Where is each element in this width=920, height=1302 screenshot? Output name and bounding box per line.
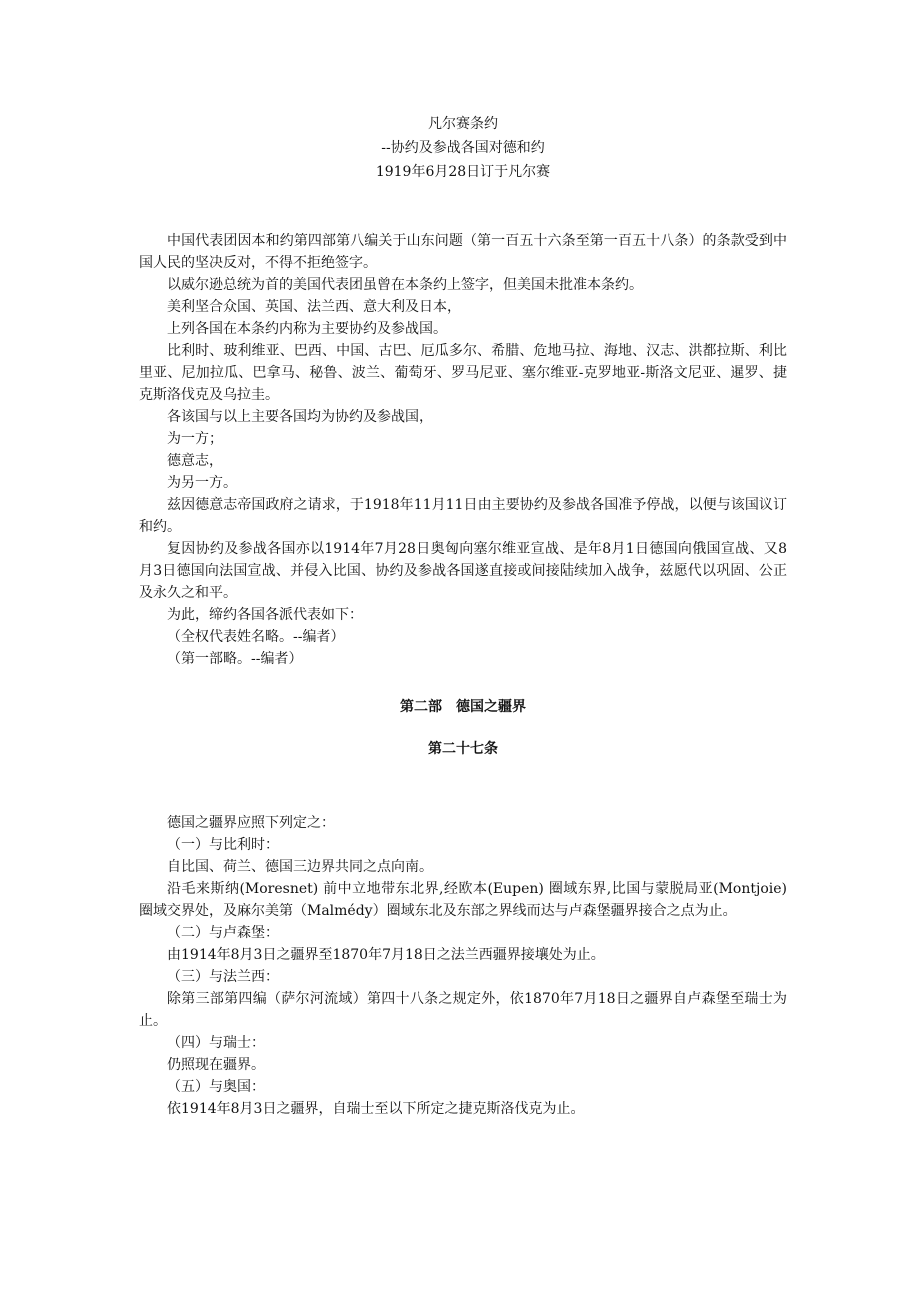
spacer — [139, 718, 787, 738]
article-paragraph: 德国之疆界应照下列定之： — [167, 815, 335, 831]
preamble-paragraph: （第一部略。--编者） — [167, 651, 303, 667]
preamble-paragraph: 兹因德意志帝国政府之请求，于1918年11月11日由主要协约及参战各国准予停战，以便与该国议订和约。 — [139, 497, 787, 535]
article-paragraph: 由1914年8月3日之疆界至1870年7月18日之法兰西疆界接壤处为止。 — [167, 947, 605, 963]
spacer — [139, 760, 787, 812]
article-paragraph: （五）与奥国： — [167, 1079, 265, 1095]
document-page — [139, 112, 787, 1120]
preamble-paragraph: 美利坚合众国、英国、法兰西、意大利及日本， — [167, 299, 461, 315]
preamble-paragraph: 以威尔逊总统为首的美国代表团虽曾在本条约上签字，但美国未批准本条约。 — [167, 277, 643, 293]
article-paragraph: （二）与卢森堡： — [167, 925, 279, 941]
article-paragraph: （四）与瑞士： — [167, 1035, 265, 1051]
preamble-paragraph: 上列各国在本条约内称为主要协约及参战国。 — [167, 321, 447, 337]
preamble-paragraph: 中国代表团因本和约第四部第八编关于山东问题（第一百五十六条至第一百五十八条）的条款受到中国人民的坚决反对，不得不拒绝签字。 — [139, 233, 787, 271]
article-paragraph: （三）与法兰西： — [167, 969, 279, 985]
preamble-paragraph: 比利时、玻利维亚、巴西、中国、古巴、厄瓜多尔、希腊、危地马拉、海地、汉志、洪都拉斯、利比里亚、尼加拉瓜、巴拿马、秘鲁、波兰、葡萄牙、罗马尼亚、塞尔维亚-克罗地亚-斯洛文尼亚、暹罗、捷克斯洛伐克及乌拉圭。 — [139, 343, 787, 403]
preamble-paragraph: 为此，缔约各国各派代表如下： — [167, 607, 363, 623]
article-paragraph: 依1914年8月3日之疆界，自瑞士至以下所定之捷克斯洛伐克为止。 — [167, 1101, 585, 1117]
preamble-paragraph: 为另一方。 — [167, 475, 237, 491]
preamble-section — [139, 230, 787, 670]
title-block — [139, 112, 787, 184]
article-paragraph: 仍照现在疆界。 — [167, 1057, 265, 1073]
article-body — [139, 812, 787, 1120]
preamble-paragraph: 为一方； — [167, 431, 223, 447]
spacer — [139, 670, 787, 696]
article-paragraph: 自比国、荷兰、德国三边界共同之点向南。 — [167, 859, 433, 875]
article-paragraph: 沿毛来斯纳(Moresnet) 前中立地带东北界,经欧本(Eupen) 圈域东界,比国与蒙脱局亚(Montjoie) 圈域交界处，及麻尔美第（Malmédy）圈域东北及东部之界线而达与卢森堡疆界接合之点为止。 — [139, 881, 787, 919]
part-heading: 第二部 德国之疆界 — [400, 699, 526, 715]
preamble-paragraph: （全权代表姓名略。--编者） — [167, 629, 345, 645]
article-heading: 第二十七条 — [428, 741, 498, 757]
signing-date-line: 1919年6月28日订于凡尔赛 — [375, 164, 551, 180]
preamble-paragraph: 各该国与以上主要各国均为协约及参战国， — [167, 409, 433, 425]
document-title: 凡尔赛条约 — [428, 116, 498, 132]
preamble-paragraph: 德意志， — [167, 453, 223, 469]
preamble-paragraph: 复因协约及参战各国亦以1914年7月28日奥匈向塞尔维亚宣战、是年8月1日德国向俄国宣战、又8月3日德国向法国宣战、并侵入比国、协约及参战各国遂直接或间接陆续加入战争，兹愿代以巩固、公正及永久之和平。 — [139, 541, 787, 601]
article-paragraph: （一）与比利时： — [167, 837, 279, 853]
document-subtitle: --协约及参战各国对德和约 — [381, 140, 545, 156]
spacer — [139, 184, 787, 230]
article-paragraph: 除第三部第四编（萨尔河流域）第四十八条之规定外，依1870年7月18日之疆界自卢森堡至瑞士为止。 — [139, 991, 787, 1029]
